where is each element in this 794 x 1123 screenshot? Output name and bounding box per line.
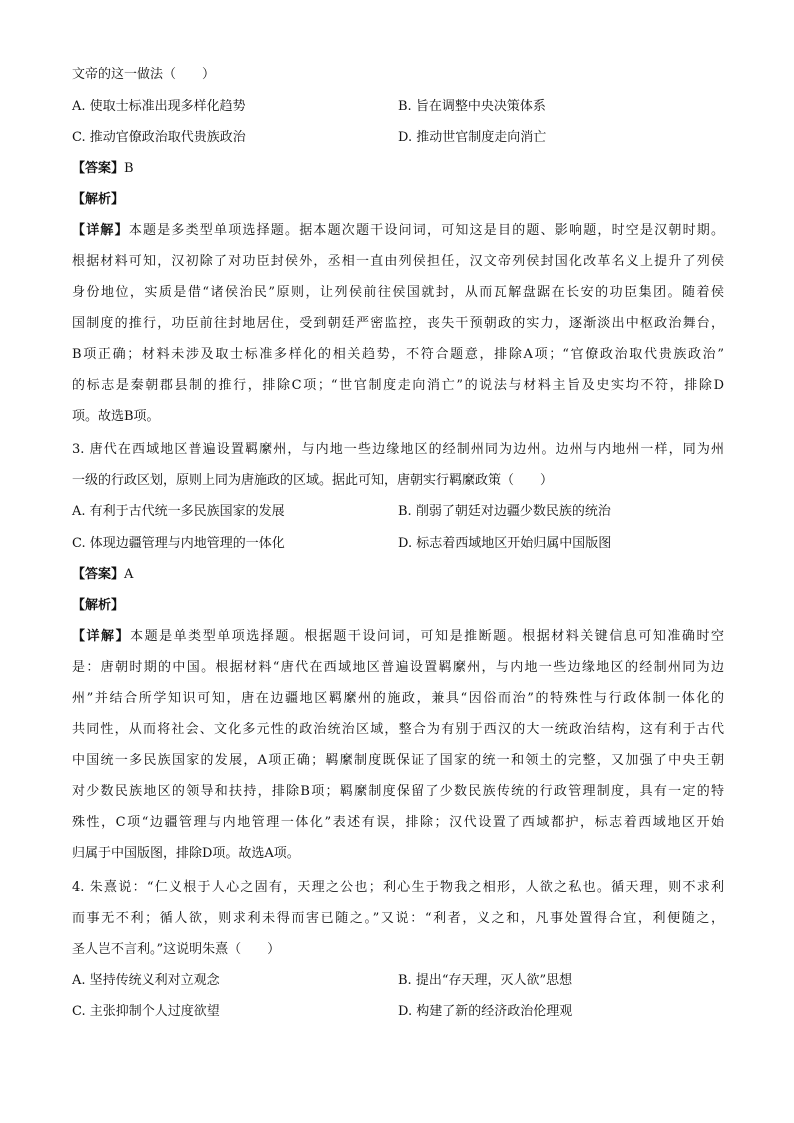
q2-detail-tag: 【详解】	[72, 223, 129, 238]
q2-detail-text-1: 本题是多类型单项选择题。据本题次题干设问词，可知这是目的题、影响题，时空是汉朝时期。	[128, 223, 724, 238]
q2-detail-line-7: 项。故选B项。	[72, 409, 160, 424]
q3-stem-line-1: 3. 唐代在西域地区普遍设置羁縻州，与内地一些边缘地区的经制州同为边州。边州与内地州一样，同为州	[72, 442, 724, 457]
q2-detail-line-4: 国制度的推行，功臣前往封地居住，受到朝廷严密监控，丧失干预朝政的实力，逐渐淡出中枢政治舞台，	[72, 316, 724, 331]
q4-option-d: D. 构建了新的经济政治伦理观	[398, 1004, 573, 1019]
q2-option-d: D. 推动世官制度走向消亡	[398, 130, 547, 145]
q2-detail-line-1	[72, 222, 724, 240]
q3-detail-line-5: 中国统一多民族国家的发展，A项正确；羁縻制度既保证了国家的统一和领土的完整，又加强了中央王朝	[72, 753, 724, 768]
q3-detail-tag: 【详解】	[72, 629, 131, 644]
q3-option-b: B. 削弱了朝廷对边疆少数民族的统治	[398, 504, 611, 519]
q3-detail-line-4: 共同性，从而将社会、文化多元性的政治统治区域，整合为有别于西汉的大一统政治结构，这有利于古代	[72, 722, 724, 737]
q4-stem-line-1: 4. 朱熹说：“仁义根于人心之固有，天理之公也；利心生于物我之相形，人欲之私也。循天理，则不求利	[72, 880, 724, 895]
q4-stem-line-3: 圣人岂不言利。”这说明朱熹（ ）	[72, 942, 281, 957]
q4-option-b: B. 提出“存天理，灭人欲”思想	[398, 973, 573, 988]
q2-detail-line-3: 身份地位，实质是借“诸侯治民”原则，让列侯前往侯国就封，从而瓦解盘踞在长安的功臣集团。随着侯	[72, 285, 724, 300]
q2-detail-line-5: B项正确；材料未涉及取士标准多样化的相关趋势，不符合题意，排除A项；“官僚政治取代贵族政治”	[72, 347, 724, 362]
q4-option-a: A. 坚持传统义利对立观念	[72, 973, 220, 988]
q3-answer: A	[124, 567, 134, 582]
q2-analysis-title: 【解析】	[72, 192, 125, 207]
q2-detail-line-6: 的标志是秦朝郡县制的推行，排除C项；“世官制度走向消亡”的说法与材料主旨及史实均不符，排除D	[72, 378, 724, 393]
q3-analysis-title: 【解析】	[72, 598, 125, 613]
q2-option-b: B. 旨在调整中央决策体系	[398, 99, 546, 114]
q2-stem-tail: 文帝的这一做法（ ）	[72, 67, 216, 82]
q3-detail-line-8: 归属于中国版图，排除D项。故选A项。	[72, 846, 300, 861]
q2-answer-tag: 【答案】	[72, 161, 125, 176]
q3-option-d: D. 标志着西域地区开始归属中国版图	[398, 536, 612, 551]
q3-option-a: A. 有利于古代统一多民族国家的发展	[72, 504, 285, 519]
q3-answer-tag: 【答案】	[72, 567, 125, 582]
q3-detail-line-6: 对少数民族地区的领导和扶持，排除B项；羁縻制度保留了少数民族传统的行政管理制度，具有一定的特	[72, 784, 724, 799]
q2-detail-line-2: 根据材料可知，汉初除了对功臣封侯外，丞相一直由列侯担任，汉文帝列侯封国化改革名义上提升了列侯	[72, 254, 724, 269]
q2-answer: B	[124, 161, 134, 176]
q2-answer-line	[72, 160, 134, 178]
q3-detail-line-2: 是：唐朝时期的中国。根据材料“唐代在西域地区普遍设置羁縻州，与内地一些边缘地区的经制州同为边	[72, 660, 724, 675]
q3-stem-line-2: 一级的行政区划，原则上同为唐施政的区域。据此可知，唐朝实行羁縻政策（ ）	[72, 473, 554, 488]
q3-detail-line-3: 州”并结合所学知识可知，唐在边疆地区羁縻州的施政，兼具“因俗而治”的特殊性与行政体制一体化的	[72, 691, 724, 706]
q4-stem-line-2: 而事无不利；循人欲，则求利未得而害已随之。”又说：“利者，义之和，凡事处置得合宜，利便随之，	[72, 911, 724, 926]
q2-option-c: C. 推动官僚政治取代贵族政治	[72, 130, 246, 145]
q3-detail-line-7: 殊性，C项“边疆管理与内地管理一体化”表述有误，排除；汉代设置了西域都护，标志着西域地区开始	[72, 815, 724, 830]
q4-option-c: C. 主张抑制个人过度欲望	[72, 1004, 220, 1019]
q3-detail-line-1	[72, 628, 724, 646]
q3-detail-text-1: 本题是单类型单项选择题。根据题干设问词，可知是推断题。根据材料关键信息可知准确时空	[130, 629, 724, 644]
q2-option-a: A. 使取士标准出现多样化趋势	[72, 99, 246, 114]
q3-option-c: C. 体现边疆管理与内地管理的一体化	[72, 536, 285, 551]
q3-answer-line	[72, 566, 133, 584]
